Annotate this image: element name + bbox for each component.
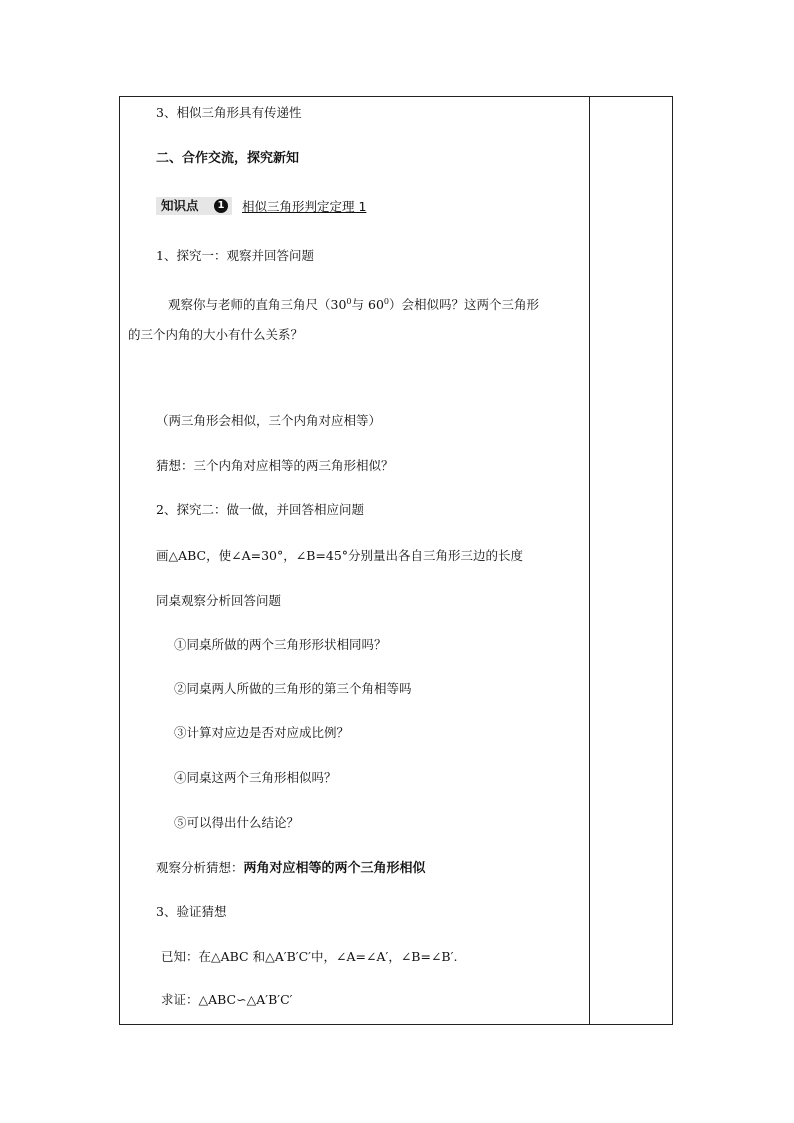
guess-line: 猜想：三个内角对应相等的两三角形相似？ xyxy=(156,458,394,473)
peer-question-4: ④同桌这两个三角形相似吗？ xyxy=(174,770,337,785)
prove-statement: 求证：△ABC∽△A′B′C′ xyxy=(161,992,293,1007)
knowledge-title: 相似三角形判定定理 1 xyxy=(242,199,367,214)
peer-question-5: ⑤可以得出什么结论？ xyxy=(174,815,300,830)
lesson-table xyxy=(119,96,673,1025)
peer-question-3: ③计算对应边是否对应成比例？ xyxy=(174,725,350,740)
explore-one: 1、探究一：观察并回答问题 xyxy=(156,248,314,263)
peer-question-1: ①同桌所做的两个三角形形状相同吗？ xyxy=(174,637,387,652)
explore-two: 2、探究二：做一做，并回答相应问题 xyxy=(156,502,364,517)
draw-instruction: 画△ABC，使∠A=30°，∠B=45°分别量出各自三角形三边的长度 xyxy=(156,548,524,563)
peer-instruction: 同桌观察分析回答问题 xyxy=(156,593,282,608)
line-transitivity: 3、相似三角形具有传递性 xyxy=(156,105,302,120)
knowledge-badge-label: 知识点 xyxy=(161,198,199,213)
conclusion-statement: 两角对应相等的两个三角形相似 xyxy=(243,861,426,876)
conclusion-prefix: 观察分析猜想： xyxy=(156,860,244,875)
section-heading: 二、合作交流，探究新知 xyxy=(156,151,300,166)
number-one-icon: 1 xyxy=(214,199,228,213)
given-statement: 已知：在△ABC 和△A′B′C′中，∠A=∠A′，∠B=∠B′. xyxy=(161,949,458,964)
column-divider xyxy=(589,97,590,1024)
question-one-line2: 的三个内角的大小有什么关系？ xyxy=(128,327,304,342)
verify-heading: 3、验证猜想 xyxy=(156,904,227,919)
answer-one: （两三角形会相似，三个内角对应相等） xyxy=(156,413,382,428)
question-one-line1: 观察你与老师的直角三角尺（$30^0$与 $60^0$）会相似吗？这两个三角形 xyxy=(168,297,540,313)
peer-question-2: ②同桌两人所做的三角形的第三个角相等吗 xyxy=(174,681,412,696)
knowledge-badge xyxy=(156,197,232,215)
conclusion-line xyxy=(156,859,426,878)
